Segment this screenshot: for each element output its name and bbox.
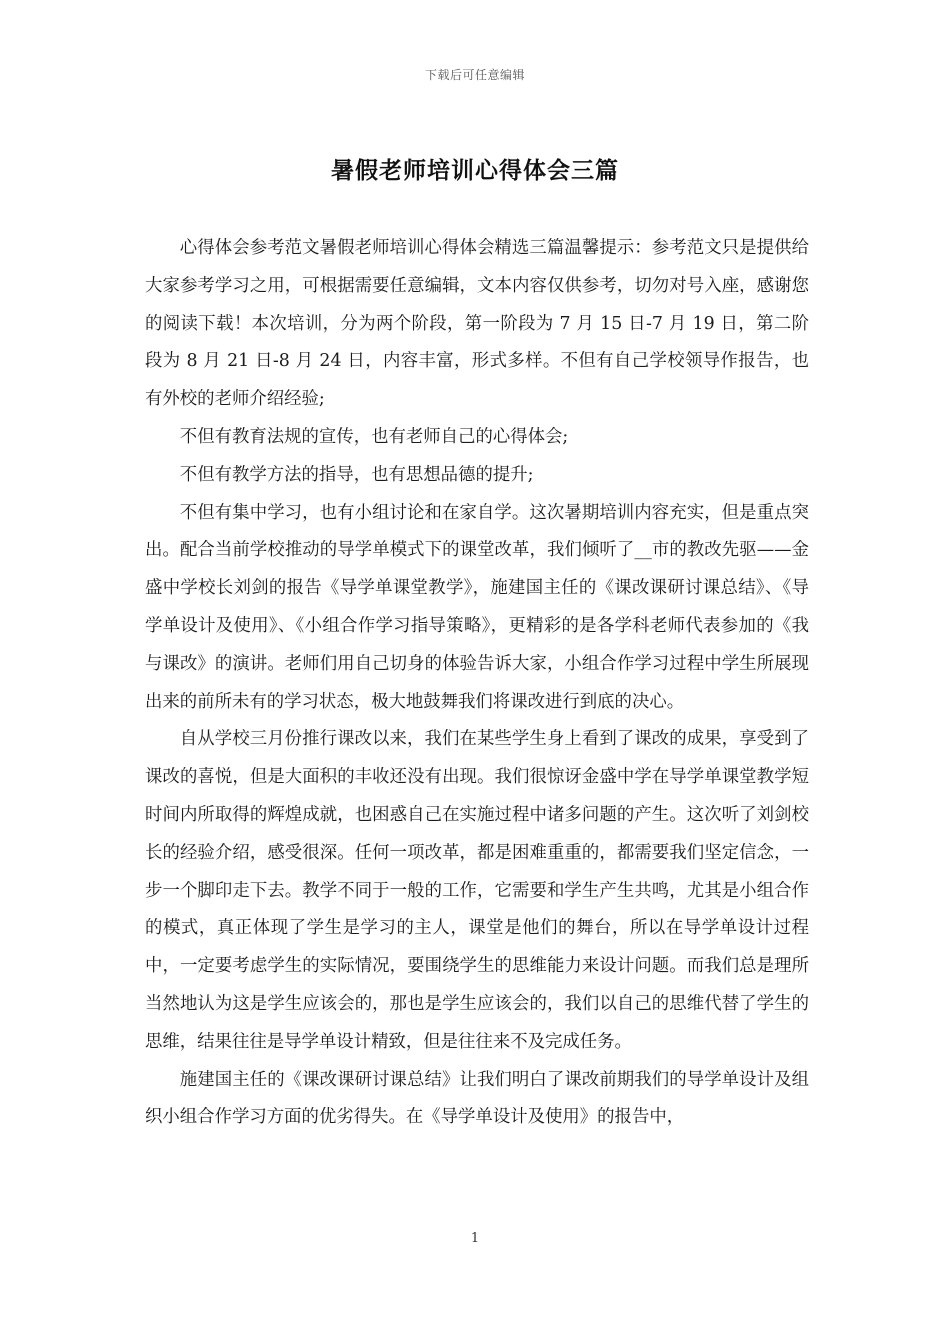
paragraph: 施建国主任的《课改课研讨课总结》让我们明白了课改前期我们的导学单设计及组织小组合作学习方面的优劣得失。在《导学单设计及使用》的报告中， [145,1069,809,1128]
document-title: 暑假老师培训心得体会三篇 [331,157,619,184]
page-number: 1 [470,1231,480,1246]
header-note: 下载后可任意编辑 [424,68,525,82]
document-body [145,230,809,1137]
paragraph: 不但有集中学习，也有小组讨论和在家自学。这次暑期培训内容充实，但是重点突出。配合当前学校推动的导学单模式下的课堂改革，我们倾听了__市的教改先驱——金盛中学校长刘剑的报告《导学单课堂教学》，施建国主任的《课改课研讨课总结》、《导学单设计及使用》、《小组合作学习指导策略》，更精彩的是各学科老师代表参加的《我与课改》的演讲。老师们用自己切身的体验告诉大家，小组合作学习过程中学生所展现出来的前所未有的学习状态，极大地鼓舞我们将课改进行到底的决心。 [145,502,809,712]
paragraph: 自从学校三月份推行课改以来，我们在某些学生身上看到了课改的成果，享受到了课改的喜悦，但是大面积的丰收还没有出现。我们很惊讶金盛中学在导学单课堂教学短时间内所取得的辉煌成就，也困惑自己在实施过程中诸多问题的产生。这次听了刘剑校长的经验介绍，感受很深。任何一项改革，都是困难重重的，都需要我们坚定信念，一步一个脚印走下去。教学不同于一般的工作，它需要和学生产生共鸣，尤其是小组合作的模式，真正体现了学生是学习的主人，课堂是他们的舞台，所以在导学单设计过程中，一定要考虑学生的实际情况，要围绕学生的思维能力来设计问题。而我们总是理所当然地认为这是学生应该会的，那也是学生应该会的，我们以自己的思维代替了学生的思维，结果往往是导学单设计精致，但是往往来不及完成任务。 [145,729,809,1052]
paragraph: 不但有教学方法的指导，也有思想品德的提升; [179,464,534,485]
paragraph: 心得体会参考范文暑假老师培训心得体会精选三篇温馨提示：参考范文只是提供给大家参考学习之用，可根据需要任意编辑，文本内容仅供参考，切勿对号入座，感谢您的阅读下载！本次培训，分为两个阶段，第一阶段为 7 月 15 日-7 月 19 日，第二阶段为 8 月 21 日-8 月 24 日，内容丰富，形式多样。不但有自己学校领导作报告，也有外校的老师介绍经验; [145,238,809,410]
paragraph: 不但有教育法规的宣传，也有老师自己的心得体会; [179,426,569,447]
